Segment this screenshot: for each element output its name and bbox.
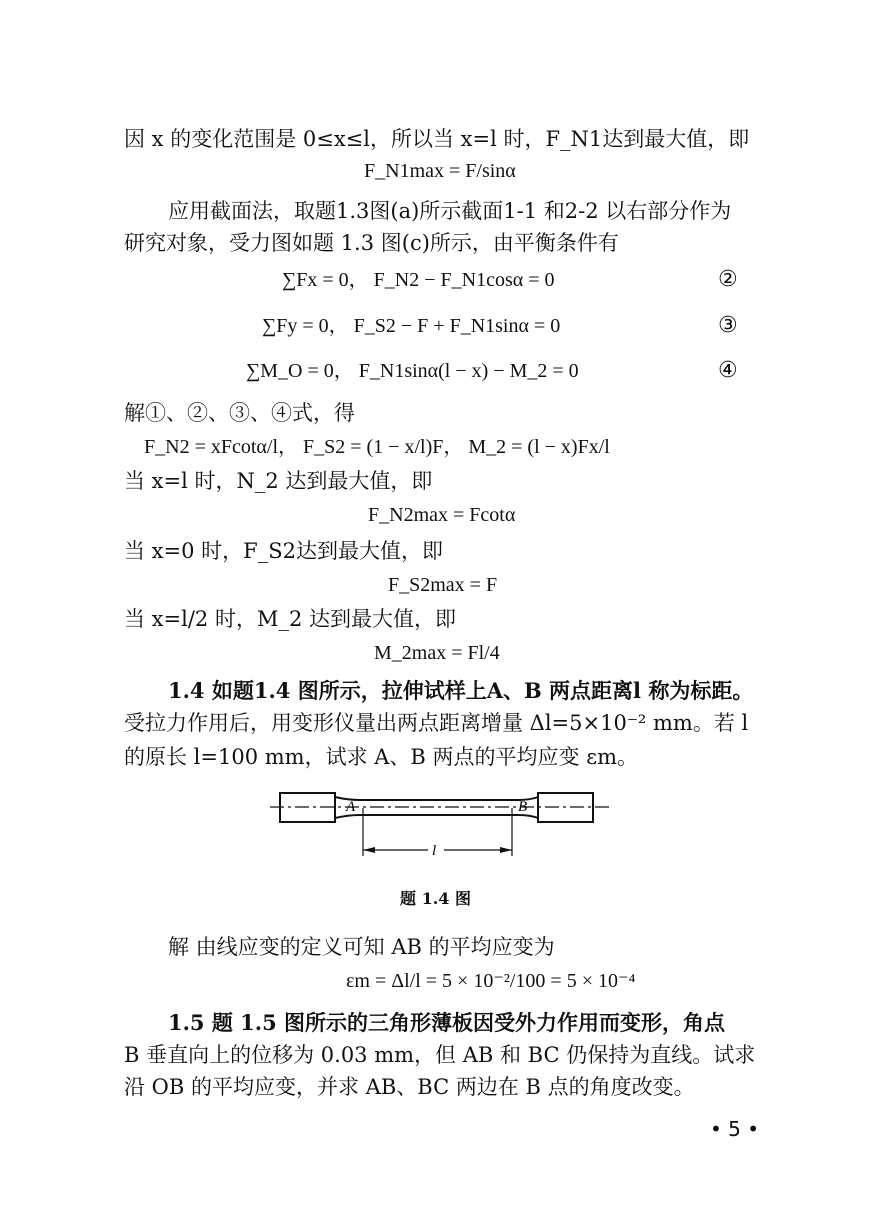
text-line: 受拉力作用后，用变形仪量出两点距离增量 Δl=5×10⁻² mm。若 l	[124, 711, 749, 735]
page-number: • 5 •	[709, 1117, 759, 1141]
text-line: 沿 OB 的平均应变，并求 AB、BC 两边在 B 点的角度改变。	[124, 1075, 695, 1099]
gauge-length-label: l	[432, 843, 437, 859]
problem-1-5-text: 1.5 题 1.5 图所示的三角形薄板因受外力作用而变形，角点	[168, 1010, 726, 1035]
equation-number: ③	[718, 313, 738, 338]
equation-number: ④	[718, 358, 738, 383]
text-line: 当 x=l/2 时，M_2 达到最大值，即	[124, 607, 456, 631]
text-line: 研究对象，受力图如题 1.3 图(c)所示，由平衡条件有	[124, 231, 619, 255]
equation: M_2max = Fl/4	[374, 642, 500, 664]
point-a-label: A	[346, 799, 356, 815]
text-line: 解①、②、③、④式，得	[124, 401, 355, 425]
problem-1-4-text: 1.4 如题1.4 图所示，拉伸试样上A、B 两点距离l 称为标距。	[168, 678, 754, 703]
equation: F_N2 = xFcotα/l， F_S2 = (1 − x/l)F， M_2 = (l − x)Fx/l	[144, 436, 610, 458]
figure-caption: 题 1.4 图	[400, 889, 471, 908]
text-line: B 垂直向上的位移为 0.03 mm，但 AB 和 BC 仍保持为直线。试求	[124, 1043, 756, 1067]
solution-text: 解 由线应变的定义可知 AB 的平均应变为	[168, 935, 555, 959]
equation: F_S2max = F	[388, 574, 498, 596]
point-b-label: B	[518, 799, 528, 815]
text-line: 当 x=l 时，N_2 达到最大值，即	[124, 469, 433, 493]
text-line: 因 x 的变化范围是 0≤x≤l，所以当 x=l 时，F_N1达到最大值，即	[124, 127, 750, 151]
equation: ∑M_O = 0， F_N1sinα(l − x) − M_2 = 0	[246, 360, 579, 382]
equation-number: ②	[718, 267, 738, 292]
text-line: 当 x=0 时，F_S2达到最大值，即	[124, 539, 443, 563]
text-line: 的原长 l=100 mm，试求 A、B 两点的平均应变 εm。	[124, 745, 638, 769]
equation: ∑Fy = 0， F_S2 − F + F_N1sinα = 0	[262, 315, 561, 337]
text-line: 应用截面法，取题1.3图(a)所示截面1-1 和2-2 以右部分作为	[168, 199, 732, 223]
equation: F_N2max = Fcotα	[368, 504, 516, 526]
tensile-specimen-figure	[268, 784, 613, 864]
equation: ∑Fx = 0， F_N2 − F_N1cosα = 0	[282, 269, 555, 291]
equation: F_N1max = F/sinα	[364, 160, 516, 182]
equation: εm = Δl/l = 5 × 10⁻²/100 = 5 × 10⁻⁴	[346, 970, 636, 992]
